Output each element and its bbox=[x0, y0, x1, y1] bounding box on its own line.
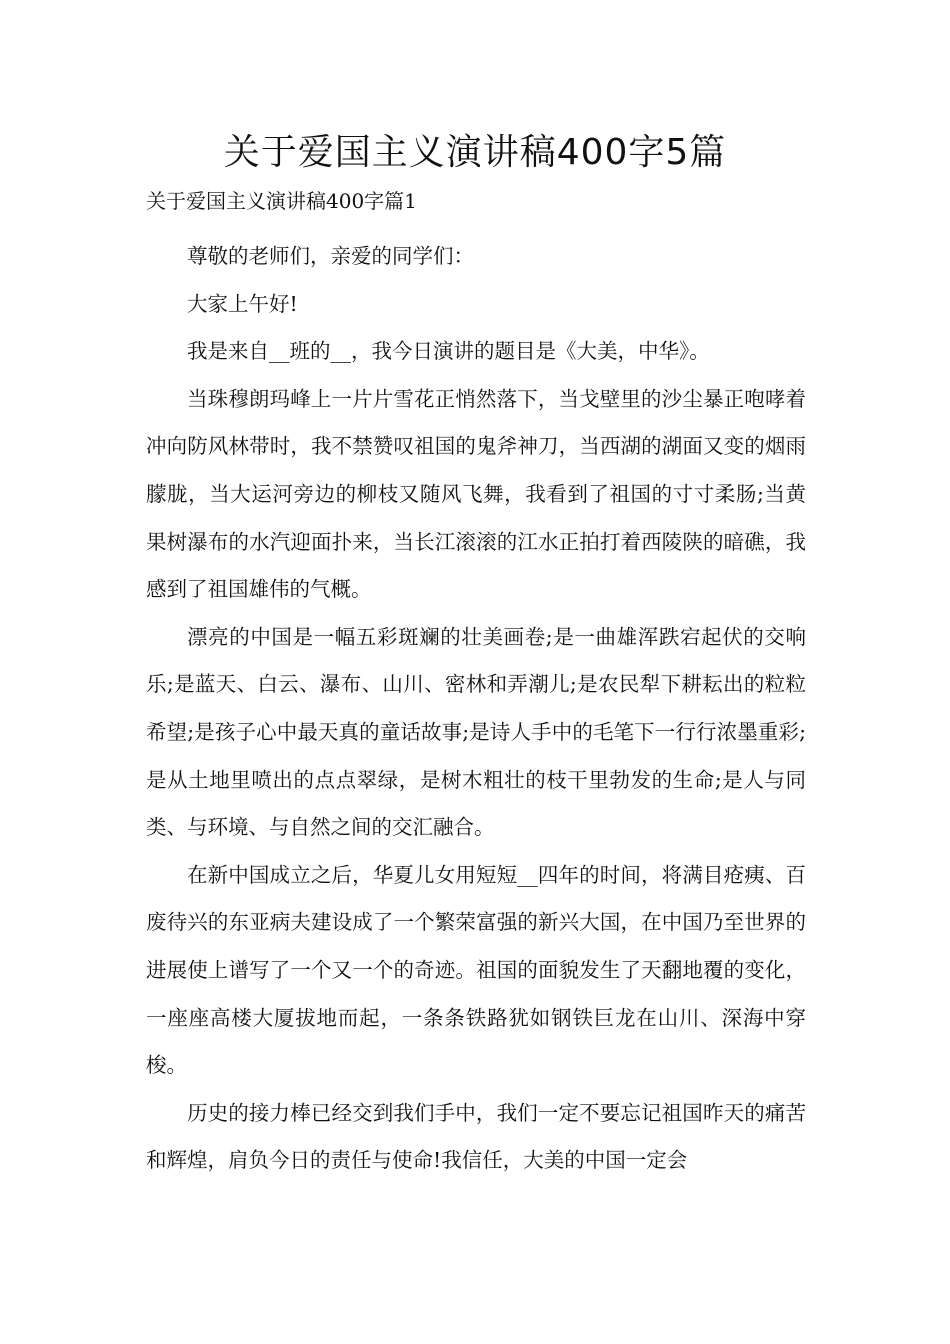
paragraph-scenery: 当珠穆朗玛峰上一片片雪花正悄然落下，当戈壁里的沙尘暴正咆哮着冲向防风林带时，我不禁赞叹祖国的鬼斧神刀，当西湖的湖面又变的烟雨朦胧，当大运河旁边的柳枝又随风飞舞，我看到了祖国的寸寸柔肠;当黄果树瀑布的水汽迎面扑来，当长江滚滚的江水正拍打着西陵陕的暗礁，我感到了祖国雄伟的气概。 bbox=[146, 386, 806, 602]
paragraph-beautiful-china: 漂亮的中国是一幅五彩斑斓的壮美画卷;是一曲雄浑跌宕起伏的交响乐;是蓝天、白云、瀑布、山川、密林和弄潮儿;是农民犁下耕耘出的粒粒希望;是孩子心中最天真的童话故事;是诗人手中的毛笔下一行行浓墨重彩;是从土地里喷出的点点翠绿，是树木粗壮的枝干里勃发的生命;是人与同类、与环境、与自然之间的交汇融合。 bbox=[146, 624, 806, 840]
paragraph-new-china: 在新中国成立之后，华夏儿女用短短__四年的时间，将满目疮痍、百废待兴的东亚病夫建设成了一个繁荣富强的新兴大国，在中国乃至世界的进展使上谱写了一个又一个的奇迹。祖国的面貌发生了天翻地覆的变化，一座座高楼大厦拔地而起，一条条铁路犹如钢铁巨龙在山川、深海中穿梭。 bbox=[146, 862, 806, 1078]
document-body bbox=[146, 233, 806, 1185]
paragraph-intro: 我是来自__班的__，我今日演讲的题目是《大美，中华》。 bbox=[187, 339, 710, 364]
document-title: 关于爱国主义演讲稿400字5篇 bbox=[223, 132, 727, 173]
section-heading: 关于爱国主义演讲稿400字篇1 bbox=[146, 189, 417, 213]
paragraph-greeting: 尊敬的老师们，亲爱的同学们： bbox=[187, 244, 474, 268]
paragraph-relay-baton: 历史的接力棒已经交到我们手中，我们一定不要忘记祖国昨天的痛苦和辉煌，肩负今日的责任与使命!我信任，大美的中国一定会 bbox=[146, 1100, 806, 1173]
paragraph-hello: 大家上午好! bbox=[187, 291, 298, 316]
